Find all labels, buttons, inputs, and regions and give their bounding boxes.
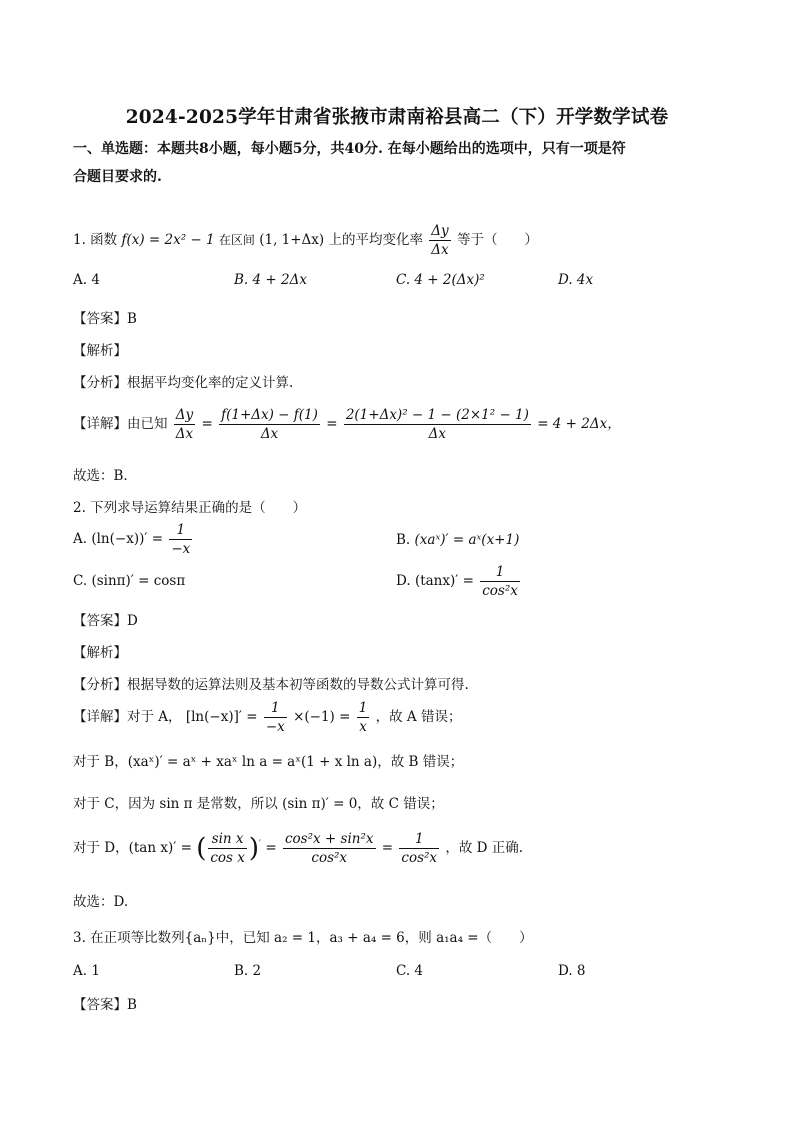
q1-detail-frac3-den: Δx <box>428 426 447 442</box>
section-heading <box>73 135 733 191</box>
q2-option-a-den: −x <box>171 541 191 557</box>
q2-option-a-num: 1 <box>169 521 192 540</box>
q2-detail-d-suffix: ，故 D 正确. <box>445 840 524 856</box>
q2-detail-d-frac3 <box>399 830 439 867</box>
q1-detail-frac3 <box>344 406 531 443</box>
q2-detail-d-n1: sin x <box>208 830 247 849</box>
q2-option-d-num: 1 <box>480 563 520 582</box>
q2-detail-a-den2: x <box>359 719 367 735</box>
q2-detail-d-frac2 <box>283 830 376 867</box>
q2-option-b-label: B. <box>396 532 411 548</box>
q2-detail-a-expr1: [ln(−x)]′ = <box>185 709 258 725</box>
q1-detail-frac2-den: Δx <box>260 426 279 442</box>
q3-option-c: C. 4 <box>396 963 424 979</box>
q1-detail-prefix: 【详解】由已知 <box>73 416 168 432</box>
q1-detail-frac1 <box>174 406 195 443</box>
q1-interval: (1, 1+Δx) <box>259 232 325 248</box>
q2-option-d <box>396 563 522 600</box>
q1-option-b: B. 4 + 2Δx <box>234 272 307 288</box>
q1-function: f(x) = 2x² − 1 <box>121 232 215 248</box>
q2-detail-d-d1: cos x <box>210 850 245 866</box>
q2-detail-a-num2: 1 <box>358 700 368 716</box>
q1-detail-frac1-den: Δx <box>175 426 194 442</box>
q2-detail-a-num1: 1 <box>264 699 287 718</box>
q2-option-d-den: cos²x <box>482 583 518 599</box>
q2-stem: 2. 下列求导运算结果正确的是（ ） <box>73 500 307 516</box>
q2-detail-d-frac1 <box>208 830 247 867</box>
q1-rate-den: Δx <box>431 242 449 258</box>
q2-detail-a-prefix: 【详解】对于 A， <box>73 709 182 725</box>
q2-option-a <box>73 521 194 558</box>
q2-detail-a <box>73 699 461 736</box>
q1-option-a: A. 4 <box>73 272 100 288</box>
q2-detail-a-frac1 <box>264 699 287 736</box>
q2-detail-d-n3: 1 <box>399 830 439 849</box>
q3-stem: 3. 在正项等比数列{aₙ}中，已知 a₂ = 1，a₃ + a₄ = 6，则 a₁a₄ =（ ） <box>73 930 533 946</box>
q2-option-a-frac <box>169 521 192 558</box>
q1-detail: 【详解】由已知 $\frac{\Delta y}{\Delta x}$ = $\frac{f(1+\Delta x) - f(1)}{\Delta x}$ = $\frac{\text{2(1+Δx)² − 1 − (2×1² − 1)}}{\Delta x}$ = 4 + 2Δx， <box>73 407 621 442</box>
q2-answer: 【答案】D <box>73 613 138 629</box>
q1-suffix: 等于（ ） <box>456 232 538 248</box>
q2-detail-d-d2: cos²x <box>311 850 348 866</box>
q2-option-c-label: C. <box>73 573 88 589</box>
q2-detail-b: 对于 B，(xaˣ)′ = aˣ + xaˣ ln a = aˣ(1 + x ln a)，故 B 错误； <box>73 754 464 770</box>
q2-detail-d-prefix: 对于 D，(tan x)′ = <box>73 840 192 856</box>
q2-option-c-expr: (sinπ)′ = cosπ <box>91 573 186 589</box>
q2-detail-a-expr2: ×(−1) = <box>293 709 351 725</box>
q1-detail-frac2 <box>219 406 320 443</box>
q2-option-a-expr: (ln(−x))′ = <box>91 531 164 547</box>
q2-option-b <box>396 532 519 548</box>
q1-detail-frac3-num: 2(1+Δx)² − 1 − (2×1² − 1) <box>345 407 529 423</box>
q1-stem <box>73 222 538 259</box>
q2-detail-d: 对于 D，(tan x)′ = ( $\frac{\text{sin x}}{\text{cos x}}$ )′ = $\frac{\text{cos²x + sin²x}}{\text{cos²x}}$ = $\frac{1}{\text{cos²x}}$ ，故 D 正确. <box>73 831 524 866</box>
q1-prefix: 1. 函数 <box>73 232 118 248</box>
section-heading-line1: 一、单选题：本题共8小题，每小题5分，共40分. 在每小题给出的选项中，只有一项是符 <box>73 141 626 157</box>
q2-detail-d-d3: cos²x <box>401 850 438 866</box>
q2-detail-a-suffix: ，故 A 错误； <box>375 709 462 725</box>
section-heading-line2: 合题目要求的. <box>73 169 162 185</box>
q1-detail-frac1-num: Δy <box>175 407 194 423</box>
q1-rate-fraction <box>429 222 450 259</box>
q1-fenxi: 【分析】根据平均变化率的定义计算. <box>73 375 294 391</box>
q2-option-c <box>73 573 185 589</box>
q2-option-d-frac <box>480 563 520 600</box>
q3-option-d: D. 8 <box>558 963 586 979</box>
q1-choose: 故选：B． <box>73 468 137 484</box>
q1-mid: 在区间 <box>218 233 255 247</box>
q1-mid2: 上的平均变化率 <box>328 232 423 248</box>
q2-option-d-label: D. <box>396 573 411 589</box>
q3-option-a: A. 1 <box>73 963 100 979</box>
q3-answer: 【答案】B <box>73 997 137 1013</box>
q2-detail-c: 对于 C，因为 sin π 是常数，所以 (sin π)′ = 0，故 C 错误； <box>73 796 444 812</box>
q2-detail-a-frac2 <box>357 699 370 736</box>
q1-analysis-label: 【解析】 <box>73 343 127 359</box>
q2-option-a-label: A. <box>73 531 88 547</box>
q1-detail-frac2-num: f(1+Δx) − f(1) <box>221 407 318 423</box>
q2-option-d-expr: (tanx)′ = <box>414 573 474 589</box>
q2-detail-a-den1: −x <box>265 719 285 735</box>
q1-option-c: C. 4 + 2(Δx)² <box>396 272 485 288</box>
q3-option-b: B. 2 <box>234 963 262 979</box>
q2-choose: 故选：D. <box>73 894 129 910</box>
q1-detail-result: = 4 + 2Δx， <box>537 416 621 432</box>
q2-analysis-label: 【解析】 <box>73 645 127 661</box>
q1-option-d: D. 4x <box>558 272 594 288</box>
q2-detail-d-n2: cos²x + sin²x <box>284 831 374 847</box>
q1-answer: 【答案】B <box>73 311 137 327</box>
q1-rate-num: Δy <box>431 223 449 239</box>
exam-title: 2024-2025学年甘肃省张掖市肃南裕县高二（下）开学数学试卷 <box>125 107 669 128</box>
q2-fenxi: 【分析】根据导数的运算法则及基本初等函数的导数公式计算可得. <box>73 677 469 693</box>
q2-option-b-expr: (xaˣ)′ = aˣ(x+1) <box>414 532 520 548</box>
